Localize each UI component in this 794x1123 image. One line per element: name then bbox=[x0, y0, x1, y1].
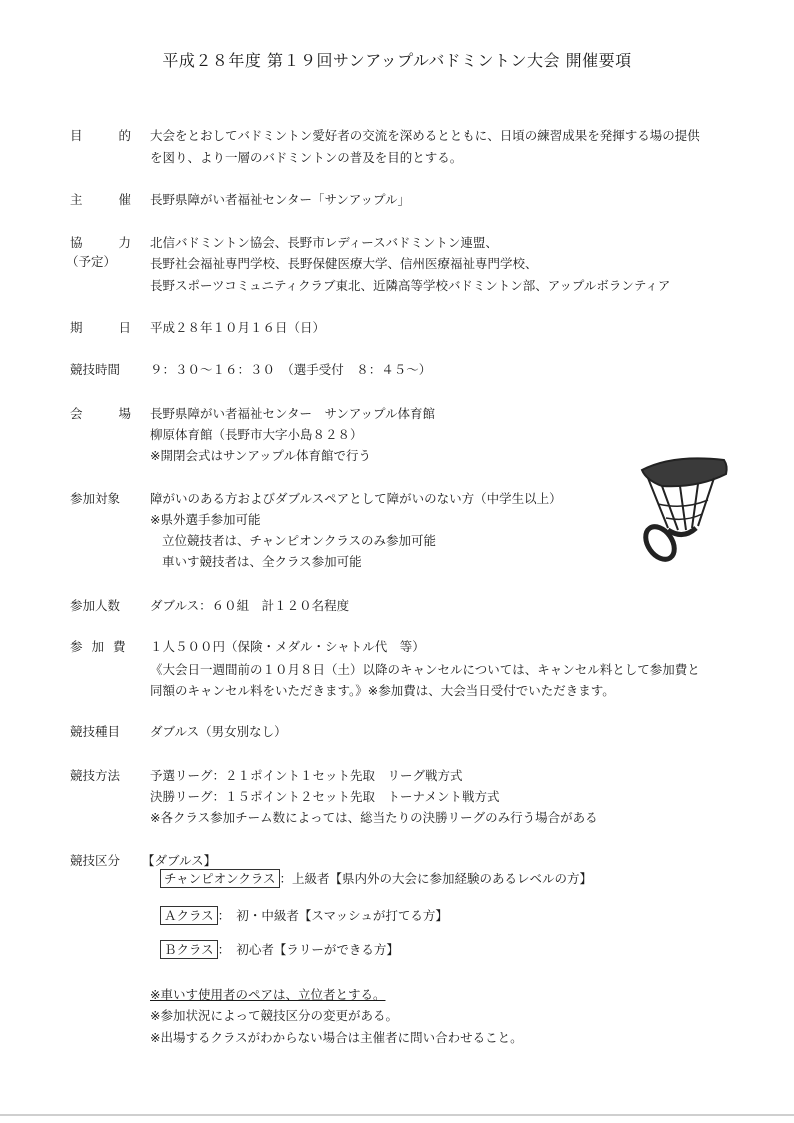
class-name-b: Ｂクラス bbox=[160, 940, 218, 959]
event-label: 競技種目 bbox=[70, 724, 121, 739]
venue-line-1: 長野県障がい者福祉センター サンアップル体育館 bbox=[150, 406, 436, 421]
division-class-a bbox=[160, 906, 448, 925]
eligibility-line-3: 立位競技者は、チャンピオンクラスのみ参加可能 bbox=[162, 533, 437, 548]
class-name-champion: チャンピオンクラス bbox=[160, 869, 280, 888]
class-name-a: Ａクラス bbox=[160, 906, 218, 925]
class-desc-b: ： 初心者【ラリーができる方】 bbox=[217, 942, 399, 957]
eligibility-line-1: 障がいのある方およびダブルスペアとして障がいのない方（中学生以上） bbox=[150, 491, 562, 506]
shuttlecock-icon bbox=[628, 448, 738, 578]
host-label: 主催 bbox=[70, 192, 168, 207]
fee-label: 参加費 bbox=[70, 639, 135, 654]
participants-text: ダブルス：６０組 計１２０名程度 bbox=[150, 598, 350, 613]
eligibility-label: 参加対象 bbox=[70, 491, 121, 506]
time-text: ９：３０～１６：３０ （選手受付 ８：４５～） bbox=[150, 362, 432, 377]
note-1: ※車いす使用者のペアは、立位者とする。 bbox=[150, 987, 386, 1002]
method-line-2: 決勝リーグ：１５ポイント２セット先取 トーナメント戦方式 bbox=[150, 789, 500, 804]
fee-line-3: 同額のキャンセル料をいただきます。》※参加費は、大会当日受付でいただきます。 bbox=[150, 683, 615, 698]
division-class-champion bbox=[160, 869, 592, 888]
method-line-1: 予選リーグ：２１ポイント１セット先取 リーグ戦方式 bbox=[150, 768, 463, 783]
method-label: 競技方法 bbox=[70, 768, 121, 783]
participants-label: 参加人数 bbox=[70, 598, 121, 613]
fee-line-2: 《大会日一週間前の１０月８日（土）以降のキャンセルについては、キャンセル料として参加費と bbox=[150, 662, 700, 677]
method-line-3: ※各クラス参加チーム数によっては、総当たりの決勝リーグのみ行う場合がある bbox=[150, 810, 598, 825]
division-class-b bbox=[160, 940, 399, 959]
time-label: 競技時間 bbox=[70, 362, 121, 377]
cooperation-line-3: 長野スポーツコミュニティクラブ東北、近隣高等学校バドミントン部、アップルボランティア bbox=[150, 278, 671, 293]
purpose-line-1: 大会をとおしてバドミントン愛好者の交流を深めるとともに、日頃の練習成果を発揮する場の提供 bbox=[150, 128, 700, 143]
cooperation-line-1: 北信バドミントン協会、長野市レディースバドミントン連盟、 bbox=[150, 235, 498, 250]
date-label: 期日 bbox=[70, 320, 168, 335]
cooperation-sublabel: （予定） bbox=[66, 254, 117, 269]
date-text: 平成２８年１０月１６日（日） bbox=[150, 320, 326, 335]
class-desc-champion: ：上級者【県内外の大会に参加経験のあるレベルの方】 bbox=[279, 871, 593, 886]
note-3: ※出場するクラスがわからない場合は主催者に問い合わせること。 bbox=[150, 1030, 523, 1045]
division-header: 【ダブルス】 bbox=[142, 853, 217, 868]
venue-line-2: 柳原体育館（長野市大字小島８２８） bbox=[150, 427, 363, 442]
note-2: ※参加状況によって競技区分の変更がある。 bbox=[150, 1008, 398, 1023]
venue-line-3: ※開閉会式はサンアップル体育館で行う bbox=[150, 448, 371, 463]
division-label: 競技区分 bbox=[70, 853, 121, 868]
eligibility-line-2: ※県外選手参加可能 bbox=[150, 512, 261, 527]
class-desc-a: ： 初・中級者【スマッシュが打てる方】 bbox=[217, 908, 448, 923]
event-text: ダブルス（男女別なし） bbox=[150, 724, 287, 739]
fee-line-1: １人５００円（保険・メダル・シャトル代 等） bbox=[150, 639, 425, 654]
venue-label: 会場 bbox=[70, 406, 168, 421]
purpose-label: 目的 bbox=[70, 128, 168, 143]
cooperation-label: 協力 bbox=[70, 235, 168, 250]
cooperation-line-2: 長野社会福祉専門学校、長野保健医療大学、信州医療福祉専門学校、 bbox=[150, 256, 538, 271]
page-title: 平成２８年度 第１９回サンアップルバドミントン大会 開催要項 bbox=[162, 51, 632, 70]
purpose-line-2: を図り、より一層のバドミントンの普及を目的とする。 bbox=[150, 150, 463, 165]
page-bottom-edge bbox=[0, 1114, 794, 1116]
eligibility-line-4: 車いす競技者は、全クラス参加可能 bbox=[162, 554, 362, 569]
host-text: 長野県障がい者福祉センター「サンアップル」 bbox=[150, 192, 411, 207]
